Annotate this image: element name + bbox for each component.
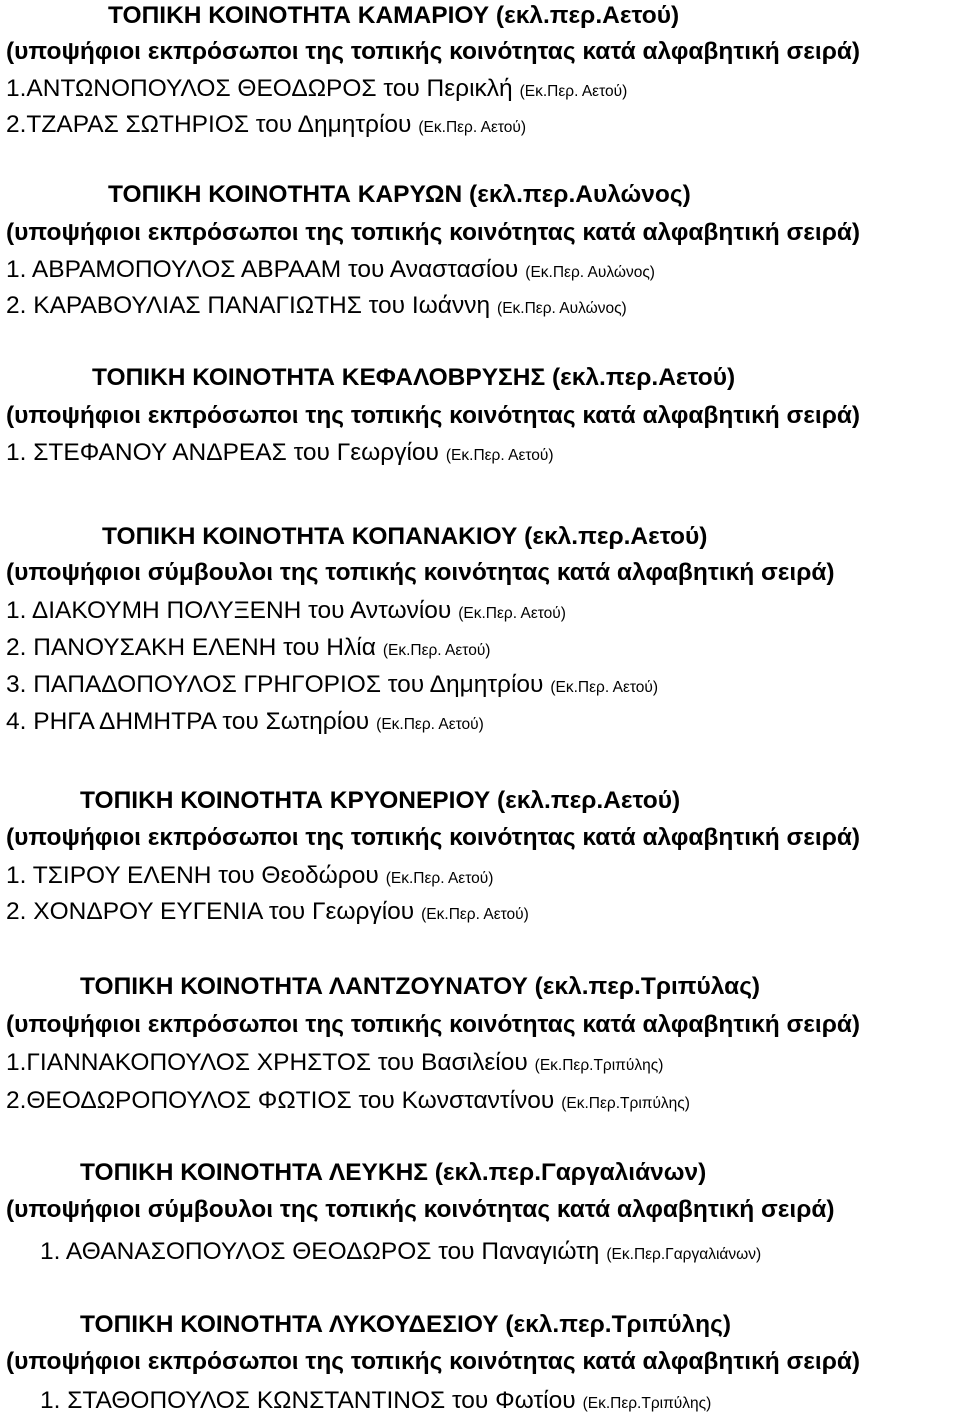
candidate-name: 2.ΘΕΟΔΩΡΟΠΟΥΛΟΣ ΦΩΤΙΟΣ του Κωνσταντίνου <box>6 1087 555 1114</box>
candidate-item <box>6 668 658 704</box>
candidate-area: (Εκ.Περ. Αετού) <box>382 642 491 659</box>
candidate-name: 1. ΣΤΕΦΑΝΟΥ ΑΝΔΡΕΑΣ του Γεωργίου <box>6 439 439 466</box>
section-subtitle: (υποψήφιοι σύμβουλοι της τοπικής κοινότητας κατά αλφαβητική σειρά) <box>6 1196 835 1223</box>
candidate-name: 1.ΑΝΤΩΝΟΠΟΥΛΟΣ ΘΕΟΔΩΡΟΣ του Περικλή <box>6 75 513 102</box>
candidate-item <box>6 594 566 630</box>
candidate-name: 2. ΚΑΡΑΒΟΥΛΙΑΣ ΠΑΝΑΓΙΩΤΗΣ του Ιωάννη <box>6 292 491 319</box>
candidate-name: 1. ΑΘΑΝΑΣΟΠΟΥΛΟΣ ΘΕΟΔΩΡΟΣ του Παναγιώτη <box>40 1238 600 1265</box>
candidate-area: (Εκ.Περ. Αετού) <box>385 870 494 887</box>
candidate-area: (Εκ.Περ. Αετού) <box>376 716 484 733</box>
candidate-area: (Εκ.Περ.Τριπύλης) <box>534 1057 664 1074</box>
section-title: ΤΟΠΙΚΗ ΚΟΙΝΟΤΗΤΑ ΚΑΜΑΡΙΟΥ (εκλ.περ.Αετού) <box>108 2 680 29</box>
section-subtitle: (υποψήφιοι εκπρόσωποι της τοπικής κοινότητας κατά αλφαβητική σειρά) <box>6 1011 861 1038</box>
candidate-item <box>6 1046 663 1082</box>
candidate-item <box>6 705 484 741</box>
candidate-area: (Εκ.Περ. Αετού) <box>519 83 628 100</box>
section-title: ΤΟΠΙΚΗ ΚΟΙΝΟΤΗΤΑ ΚΟΠΑΝΑΚΙΟΥ (εκλ.περ.Αετού) <box>102 523 708 550</box>
section-subtitle: (υποψήφιοι εκπρόσωποι της τοπικής κοινότητας κατά αλφαβητική σειρά) <box>6 824 861 851</box>
candidate-name: 1. ΣΤΑΘΟΠΟΥΛΟΣ ΚΩΝΣΤΑΝΤΙΝΟΣ του Φωτίου <box>40 1387 576 1414</box>
candidate-item <box>6 253 655 289</box>
section-subtitle: (υποψήφιοι εκπρόσωποι της τοπικής κοινότητας κατά αλφαβητική σειρά) <box>6 1348 861 1375</box>
section-subtitle: (υποψήφιοι εκπρόσωποι της τοπικής κοινότητας κατά αλφαβητική σειρά) <box>6 402 861 429</box>
candidate-name: 1. ΑΒΡΑΜΟΠΟΥΛΟΣ ΑΒΡΑΑΜ του Αναστασίου <box>6 256 519 283</box>
candidate-name: 4. ΡΗΓΑ ΔΗΜΗΤΡΑ του Σωτηρίου <box>6 708 370 735</box>
candidate-area: (Εκ.Περ.Γαργαλιάνων) <box>606 1246 762 1263</box>
candidate-name: 1. ΤΣΙΡΟΥ ΕΛΕΝΗ του Θεοδώρου <box>6 862 379 889</box>
candidate-name: 3. ΠΑΠΑΔΟΠΟΥΛΟΣ ΓΡΗΓΟΡΙΟΣ του Δημητρίου <box>6 671 544 698</box>
candidate-area: (Εκ.Περ. Αετού) <box>421 906 529 923</box>
candidate-name: 2. ΧΟΝΔΡΟΥ ΕΥΓΕΝΙΑ του Γεωργίου <box>6 898 415 925</box>
candidate-item <box>6 1084 690 1120</box>
candidate-name: 1.ΓΙΑΝΝΑΚΟΠΟΥΛΟΣ ΧΡΗΣΤΟΣ του Βασιλείου <box>6 1049 528 1076</box>
candidate-item <box>6 859 493 895</box>
section-title: ΤΟΠΙΚΗ ΚΟΙΝΟΤΗΤΑ ΚΡΥΟΝΕΡΙΟΥ (εκλ.περ.Αετού) <box>80 787 681 814</box>
candidate-area: (Εκ.Περ.Τριπύλης) <box>582 1395 712 1412</box>
candidate-area: (Εκ.Περ. Αετού) <box>418 119 527 136</box>
section-subtitle: (υποψήφιοι εκπρόσωποι της τοπικής κοινότητας κατά αλφαβητική σειρά) <box>6 38 861 65</box>
candidate-item <box>6 1235 761 1271</box>
candidate-name: 1. ΔΙΑΚΟΥΜΗ ΠΟΛΥΞΕΝΗ του Αντωνίου <box>6 597 452 624</box>
candidate-area: (Εκ.Περ.Τριπύλης) <box>561 1095 690 1112</box>
section-subtitle: (υποψήφιοι εκπρόσωποι της τοπικής κοινότητας κατά αλφαβητική σειρά) <box>6 219 861 246</box>
candidate-name: 2. ΠΑΝΟΥΣΑΚΗ ΕΛΕΝΗ του Ηλία <box>6 634 376 661</box>
candidate-item <box>6 108 526 144</box>
section-title: ΤΟΠΙΚΗ ΚΟΙΝΟΤΗΤΑ ΛΥΚΟΥΔΕΣΙΟΥ (εκλ.περ.Τριπύλης) <box>80 1311 732 1338</box>
candidate-item <box>6 631 490 667</box>
section-subtitle: (υποψήφιοι σύμβουλοι της τοπικής κοινότητας κατά αλφαβητική σειρά) <box>6 559 835 586</box>
candidate-item <box>6 289 627 325</box>
candidate-area: (Εκ.Περ. Αετού) <box>458 605 566 622</box>
candidate-item <box>6 436 554 472</box>
candidate-area: (Εκ.Περ. Αυλώνος) <box>525 264 655 281</box>
section-title: ΤΟΠΙΚΗ ΚΟΙΝΟΤΗΤΑ ΛΕΥΚΗΣ (εκλ.περ.Γαργαλιάνων) <box>80 1159 707 1186</box>
section-title: ΤΟΠΙΚΗ ΚΟΙΝΟΤΗΤΑ ΚΑΡΥΩΝ (εκλ.περ.Αυλώνος) <box>108 181 691 208</box>
candidate-item <box>6 72 627 108</box>
candidate-area: (Εκ.Περ. Αυλώνος) <box>497 300 627 317</box>
candidate-item <box>6 895 529 931</box>
section-title: ΤΟΠΙΚΗ ΚΟΙΝΟΤΗΤΑ ΚΕΦΑΛΟΒΡΥΣΗΣ (εκλ.περ.Αετού) <box>92 364 736 391</box>
candidate-area: (Εκ.Περ. Αετού) <box>550 679 659 696</box>
candidate-name: 2.ΤΖΑΡΑΣ ΣΩΤΗΡΙΟΣ του Δημητρίου <box>6 111 412 138</box>
candidate-area: (Εκ.Περ. Αετού) <box>445 447 554 464</box>
section-title: ΤΟΠΙΚΗ ΚΟΙΝΟΤΗΤΑ ΛΑΝΤΖΟΥΝΑΤΟΥ (εκλ.περ.Τριπύλας) <box>80 973 761 1000</box>
